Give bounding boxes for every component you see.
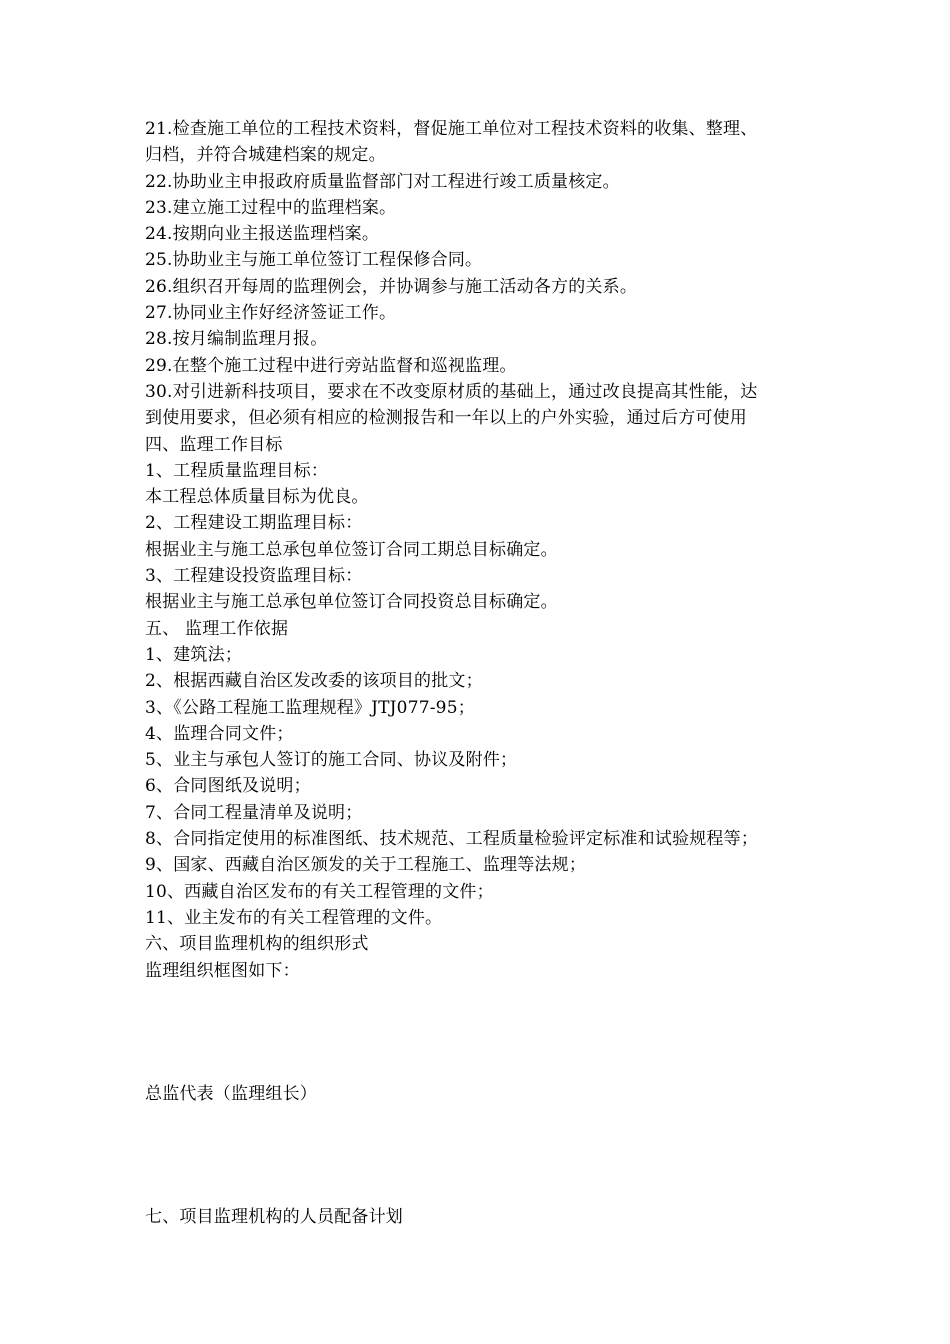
text-line: 29.在整个施工过程中进行旁站监督和巡视监理。 xyxy=(145,355,517,376)
text-line: 5、业主与承包人签订的施工合同、协议及附件； xyxy=(145,750,518,771)
section-heading-four: 四、监理工作目标 xyxy=(145,434,283,455)
org-chart-spacer xyxy=(145,1107,813,1204)
text-line: 30.对引进新科技项目，要求在不改变原材质的基础上，通过改良提高其性能，达 xyxy=(145,381,758,402)
text-line: 9、国家、西藏自治区颁发的关于工程施工、监理等法规； xyxy=(145,855,587,876)
document-body xyxy=(145,116,813,984)
text-line: 归档，并符合城建档案的规定。 xyxy=(145,145,386,166)
section-heading-five: 五、 监理工作依据 xyxy=(145,618,289,639)
text-line: 21.检查施工单位的工程技术资料，督促施工单位对工程技术资料的收集、整理、 xyxy=(145,119,758,139)
text-line: 3、《公路工程施工监理规程》JTJ077-95； xyxy=(145,697,475,718)
text-line: 根据业主与施工总承包单位签订合同投资总目标确定。 xyxy=(145,592,558,613)
text-line: 本工程总体质量目标为优良。 xyxy=(145,487,369,508)
text-line: 1、建筑法； xyxy=(145,644,243,665)
text-line: 24.按期向业主报送监理档案。 xyxy=(145,224,380,245)
section-heading-six: 六、项目监理机构的组织形式 xyxy=(145,934,369,955)
section-heading-seven: 七、项目监理机构的人员配备计划 xyxy=(145,1207,403,1228)
text-line: 23.建立施工过程中的监理档案。 xyxy=(145,197,397,218)
text-line: 25.协助业主与施工单位签订工程保修合同。 xyxy=(145,250,483,271)
text-line: 27.协同业主作好经济签证工作。 xyxy=(145,303,397,324)
document-page xyxy=(145,116,813,1230)
text-line: 28.按月编制监理月报。 xyxy=(145,329,328,350)
text-line: 2、工程建设工期监理目标： xyxy=(145,513,363,534)
text-line: 7、合同工程量清单及说明； xyxy=(145,802,363,823)
text-line: 26.组织召开每周的监理例会，并协调参与施工活动各方的关系。 xyxy=(145,276,638,297)
text-line: 4、监理合同文件； xyxy=(145,723,294,744)
text-line: 6、合同图纸及说明； xyxy=(145,776,311,797)
text-line: 2、根据西藏自治区发改委的该项目的批文； xyxy=(145,671,483,692)
text-line: 到使用要求，但必须有相应的检测报告和一年以上的户外实验，通过后方可使用 xyxy=(145,408,747,429)
text-line: 8、合同指定使用的标准图纸、技术规范、工程质量检验评定标准和试验规程等； xyxy=(145,829,759,850)
text-line: 22.协助业主申报政府质量监督部门对工程进行竣工质量核定。 xyxy=(145,171,620,192)
text-line: 3、工程建设投资监理目标： xyxy=(145,566,363,587)
text-line: 监理组织框图如下： xyxy=(145,960,300,981)
org-chart-node: 总监代表（监理组长） xyxy=(145,1083,317,1104)
text-line: 10、西藏自治区发布的有关工程管理的文件； xyxy=(145,881,494,902)
text-line: 根据业主与施工总承包单位签订合同工期总目标确定。 xyxy=(145,539,558,560)
text-line: 1、工程质量监理目标： xyxy=(145,460,329,481)
org-chart-spacer xyxy=(145,984,813,1081)
text-line: 11、业主发布的有关工程管理的文件。 xyxy=(145,907,443,928)
